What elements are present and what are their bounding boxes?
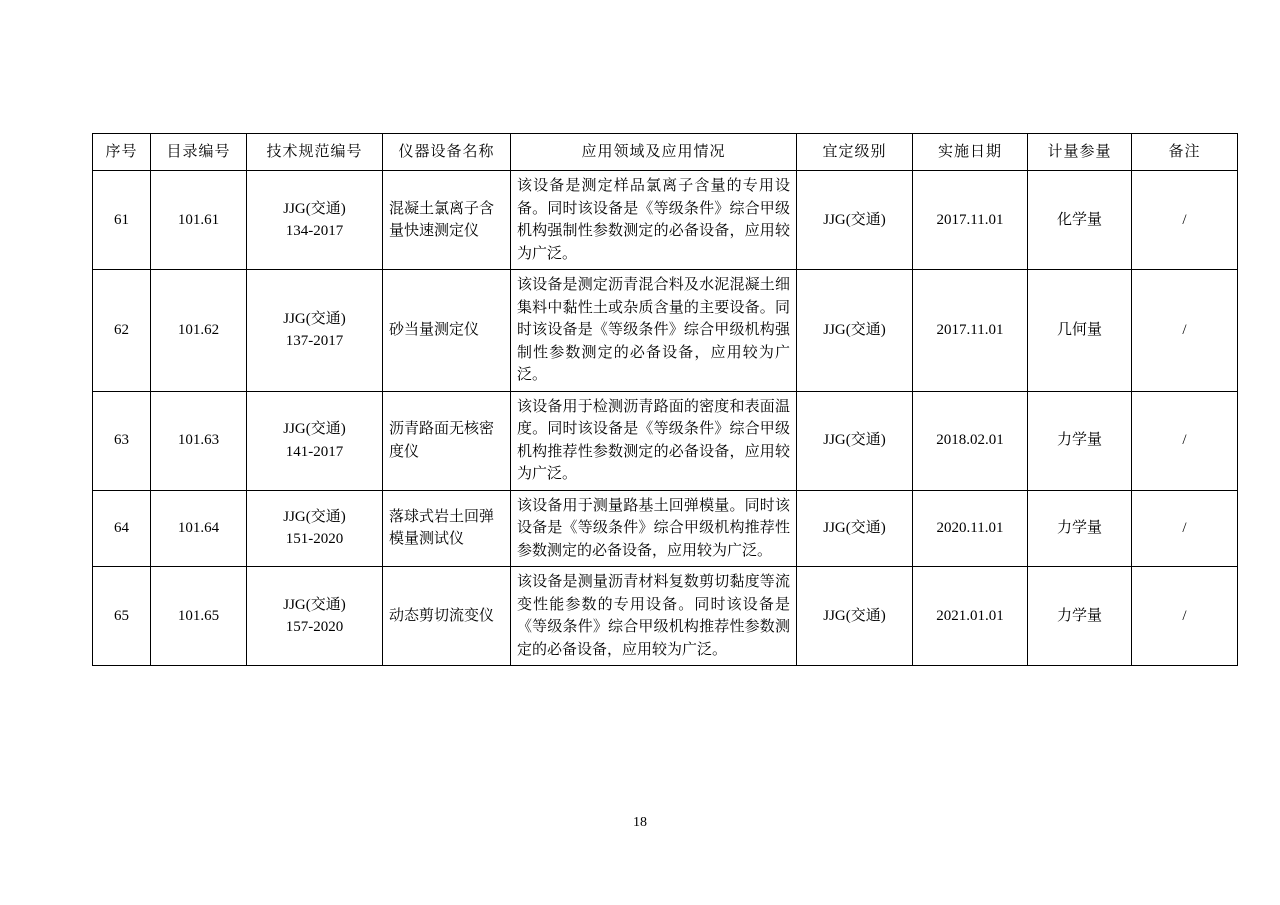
cell-level: JJG(交通) <box>797 567 913 666</box>
cell-parameter: 力学量 <box>1028 567 1132 666</box>
cell-tech-code-line1: JJG(交通) <box>283 596 346 613</box>
cell-tech-code-line2: 134-2017 <box>285 223 344 239</box>
cell-tech-code <box>247 270 383 392</box>
column-header-date: 实施日期 <box>913 134 1028 171</box>
cell-tech-code-line2: 157-2020 <box>285 619 344 635</box>
cell-equipment-name: 动态剪切流变仪 <box>383 567 511 666</box>
cell-catalog-no: 101.61 <box>151 171 247 270</box>
cell-application: 该设备用于检测沥青路面的密度和表面温度。同时该设备是《等级条件》综合甲级机构推荐性参数测定的必备设备，应用较为广泛。 <box>511 391 797 490</box>
cell-parameter: 力学量 <box>1028 391 1132 490</box>
table-row <box>93 270 1238 392</box>
cell-tech-code-line2: 137-2017 <box>285 333 344 350</box>
cell-date: 2020.11.01 <box>913 490 1028 567</box>
cell-date: 2017.11.01 <box>913 171 1028 270</box>
equipment-table <box>92 133 1238 666</box>
cell-equipment-name: 砂当量测定仪 <box>383 270 511 392</box>
column-header-tech-code: 技术规范编号 <box>247 134 383 171</box>
cell-application: 该设备是测量沥青材料复数剪切黏度等流变性能参数的专用设备。同时该设备是《等级条件》综合甲级机构推荐性参数测定的必备设备，应用较为广泛。 <box>511 567 797 666</box>
cell-seq: 63 <box>93 391 151 490</box>
cell-level: JJG(交通) <box>797 391 913 490</box>
column-header-level: 宜定级别 <box>797 134 913 171</box>
cell-tech-code <box>247 490 383 567</box>
cell-application: 该设备是测定沥青混合料及水泥混凝土细集料中黏性土或杂质含量的主要设备。同时该设备是《等级条件》综合甲级机构强制性参数测定的必备设备，应用较为广泛。 <box>511 270 797 392</box>
table-row <box>93 391 1238 490</box>
cell-date: 2021.01.01 <box>913 567 1028 666</box>
cell-parameter: 几何量 <box>1028 270 1132 392</box>
cell-application: 该设备是测定样品氯离子含量的专用设备。同时该设备是《等级条件》综合甲级机构强制性参数测定的必备设备，应用较为广泛。 <box>511 171 797 270</box>
cell-tech-code <box>247 391 383 490</box>
cell-tech-code <box>247 567 383 666</box>
cell-catalog-no: 101.62 <box>151 270 247 392</box>
cell-remark: / <box>1132 567 1238 666</box>
cell-equipment-name: 落球式岩土回弹模量测试仪 <box>383 490 511 567</box>
column-header-parameter: 计量参量 <box>1028 134 1132 171</box>
cell-equipment-name: 沥青路面无核密度仪 <box>383 391 511 490</box>
column-header-equipment-name: 仪器设备名称 <box>383 134 511 171</box>
table-row <box>93 490 1238 567</box>
cell-catalog-no: 101.64 <box>151 490 247 567</box>
cell-remark: / <box>1132 391 1238 490</box>
cell-level: JJG(交通) <box>797 490 913 567</box>
cell-level: JJG(交通) <box>797 171 913 270</box>
cell-tech-code <box>247 171 383 270</box>
column-header-application: 应用领域及应用情况 <box>511 134 797 171</box>
cell-remark: / <box>1132 270 1238 392</box>
cell-tech-code-line1: JJG(交通) <box>283 200 346 217</box>
column-header-remark: 备注 <box>1132 134 1238 171</box>
cell-application: 该设备用于测量路基土回弹模量。同时该设备是《等级条件》综合甲级机构推荐性参数测定的必备设备，应用较为广泛。 <box>511 490 797 567</box>
cell-equipment-name: 混凝土氯离子含量快速测定仪 <box>383 171 511 270</box>
page-number: 18 <box>633 815 647 830</box>
cell-date: 2018.02.01 <box>913 391 1028 490</box>
cell-tech-code-line1: JJG(交通) <box>283 508 346 525</box>
table-row <box>93 171 1238 270</box>
cell-tech-code-line1: JJG(交通) <box>283 421 346 437</box>
equipment-table-container <box>92 133 1201 666</box>
cell-remark: / <box>1132 490 1238 567</box>
cell-level: JJG(交通) <box>797 270 913 392</box>
cell-parameter: 力学量 <box>1028 490 1132 567</box>
cell-tech-code-line2: 151-2020 <box>285 531 344 548</box>
cell-tech-code-line1: JJG(交通) <box>283 310 346 327</box>
table-row <box>93 567 1238 666</box>
cell-seq: 65 <box>93 567 151 666</box>
cell-date: 2017.11.01 <box>913 270 1028 392</box>
cell-seq: 61 <box>93 171 151 270</box>
cell-seq: 64 <box>93 490 151 567</box>
table-header-row <box>93 134 1238 171</box>
cell-seq: 62 <box>93 270 151 392</box>
column-header-seq: 序号 <box>93 134 151 171</box>
cell-catalog-no: 101.63 <box>151 391 247 490</box>
cell-catalog-no: 101.65 <box>151 567 247 666</box>
cell-remark: / <box>1132 171 1238 270</box>
cell-parameter: 化学量 <box>1028 171 1132 270</box>
column-header-catalog-no: 目录编号 <box>151 134 247 171</box>
cell-tech-code-line2: 141-2017 <box>285 443 344 460</box>
